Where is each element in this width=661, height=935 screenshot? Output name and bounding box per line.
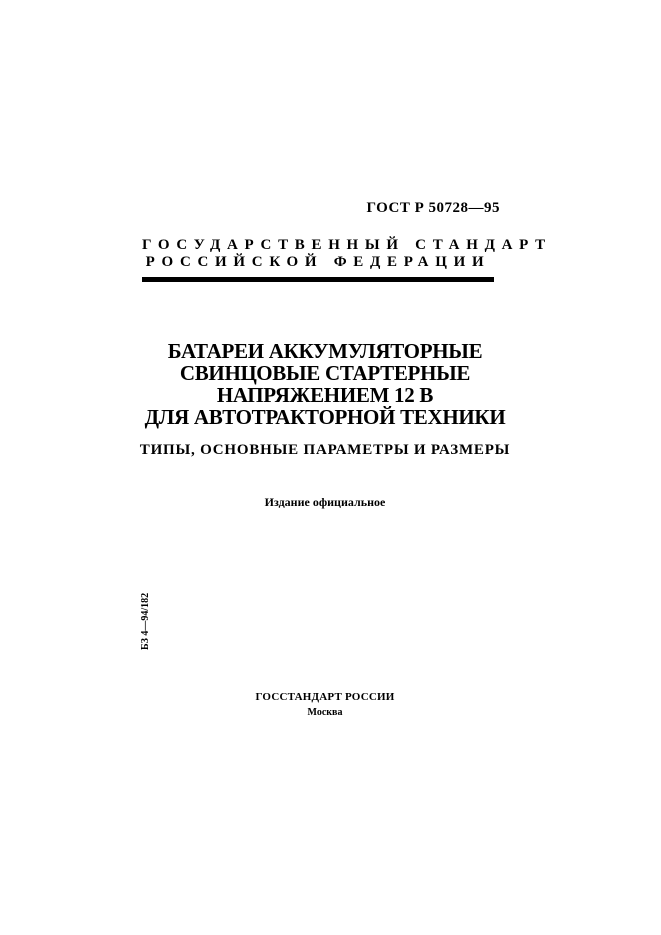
header-rule — [142, 277, 494, 282]
publisher-city: Москва — [307, 707, 343, 718]
standard-header — [142, 237, 552, 271]
header-line-2: РОССИЙСКОЙ ФЕДЕРАЦИИ — [145, 254, 491, 270]
publisher: ГОССТАНДАРТ РОССИИ — [255, 691, 395, 703]
title-line-1: БАТАРЕИ АККУМУЛЯТОРНЫЕ — [167, 339, 483, 363]
document-title — [110, 340, 540, 428]
document-subtitle: ТИПЫ, ОСНОВНЫЕ ПАРАМЕТРЫ И РАЗМЕРЫ — [139, 442, 511, 458]
header-line-1: ГОСУДАРСТВЕННЫЙ СТАНДАРТ — [142, 237, 552, 253]
edition-note: Издание официальное — [264, 495, 386, 509]
standard-number: ГОСТ Р 50728—95 — [366, 200, 500, 216]
side-code: БЗ 4—94/182 — [140, 592, 151, 650]
title-line-4: ДЛЯ АВТОТРАКТОРНОЙ ТЕХНИКИ — [144, 405, 506, 429]
title-line-3: НАПРЯЖЕНИЕМ 12 В — [216, 383, 434, 407]
title-line-2: СВИНЦОВЫЕ СТАРТЕРНЫЕ — [179, 361, 471, 385]
